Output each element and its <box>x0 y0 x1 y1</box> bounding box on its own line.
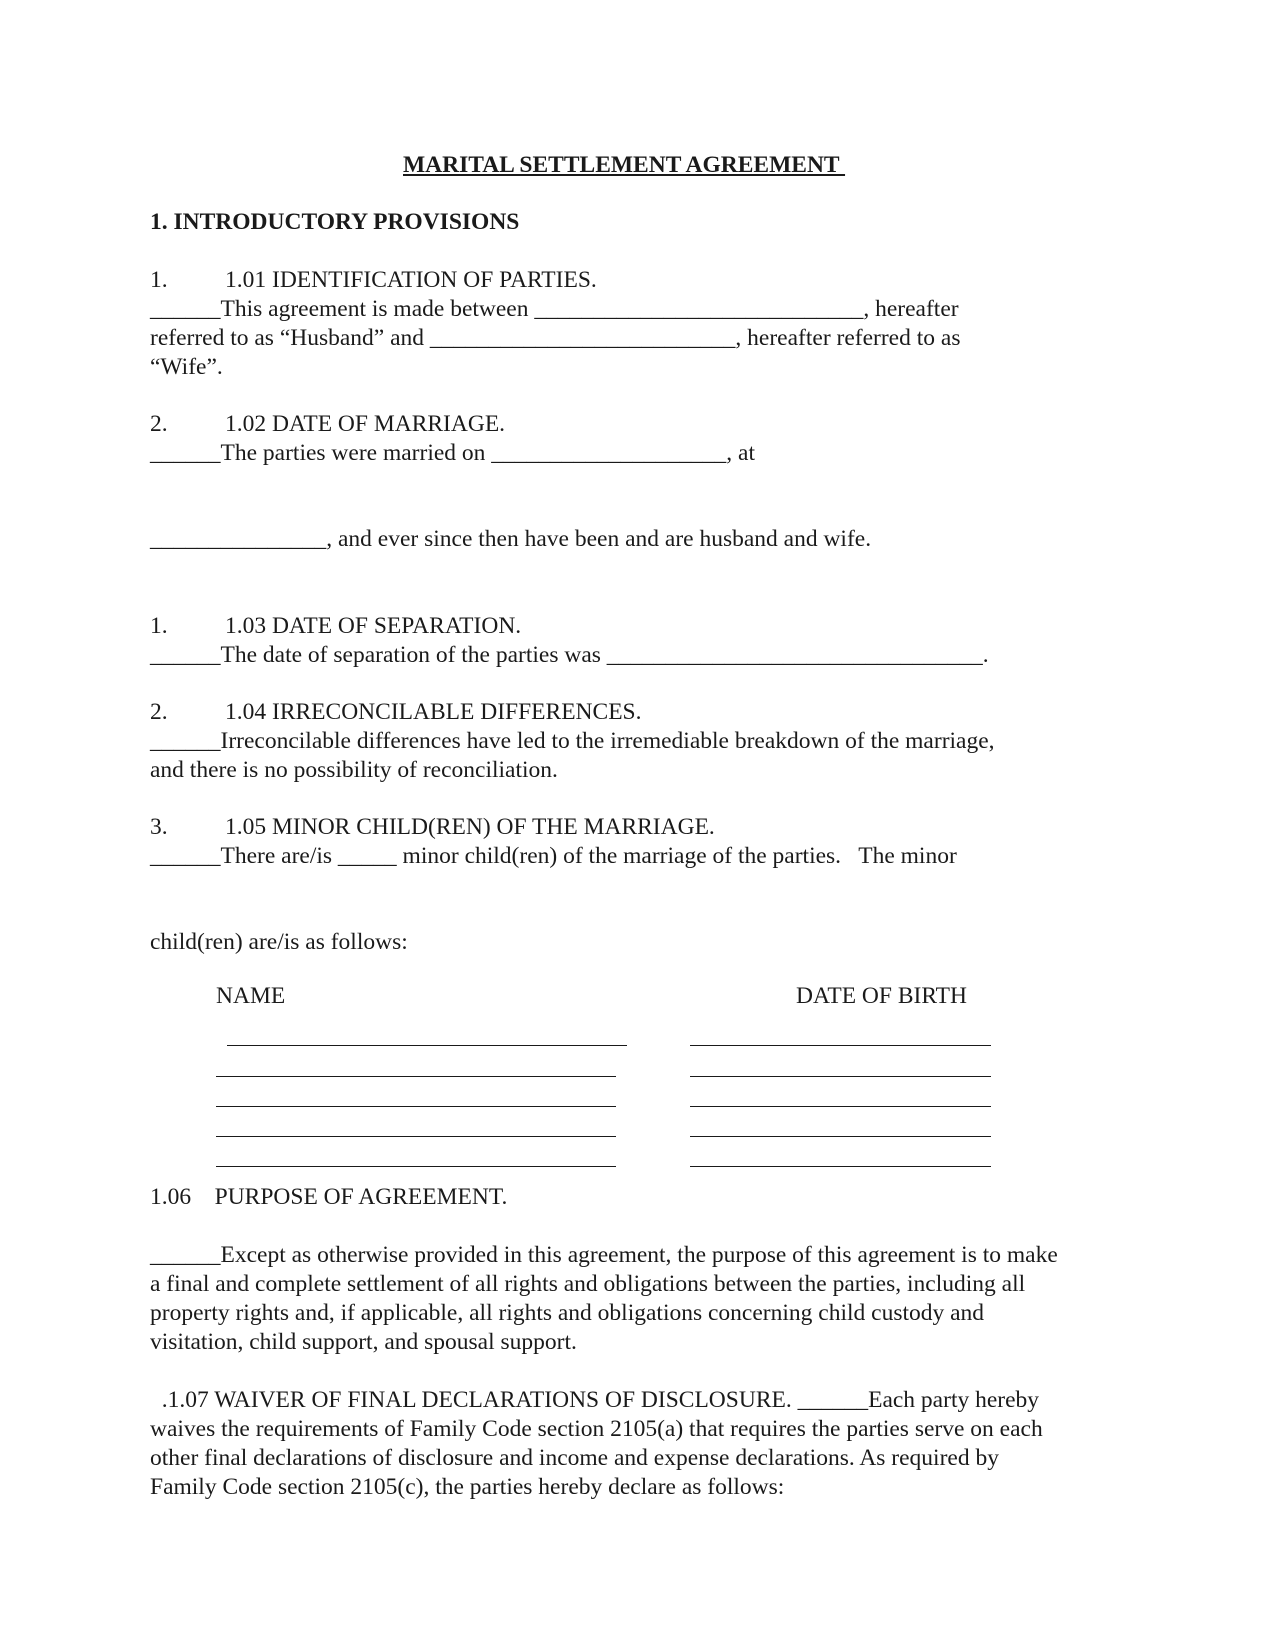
paragraph-line: visitation, child support, and spousal support. <box>150 1329 577 1355</box>
section-title-1-07: .1.07 WAIVER OF FINAL DECLARATIONS OF DISCLOSURE. ______Each party hereby <box>150 1387 1040 1413</box>
item-number: 1. <box>150 267 168 293</box>
paragraph-line: property rights and, if applicable, all rights and obligations concerning child custody and <box>150 1300 985 1326</box>
item-number: 2. <box>150 699 168 725</box>
section-title-1-03: 1.03 DATE OF SEPARATION. <box>225 613 522 639</box>
paragraph-line: other final declarations of disclosure and income and expense declarations. As required by <box>150 1445 999 1471</box>
section-title-1-01: 1.01 IDENTIFICATION OF PARTIES. <box>225 267 597 293</box>
paragraph-line: and there is no possibility of reconciliation. <box>150 757 558 783</box>
child-name-blank[interactable] <box>216 1106 616 1107</box>
child-dob-blank[interactable] <box>690 1166 991 1167</box>
paragraph-line: a final and complete settlement of all rights and obligations between the parties, including all <box>150 1271 1026 1297</box>
paragraph-line: ______This agreement is made between ____________________________, hereafter <box>150 296 959 322</box>
paragraph-line: ______There are/is _____ minor child(ren) of the marriage of the parties. The minor <box>150 843 957 869</box>
section-title-1-02: 1.02 DATE OF MARRIAGE. <box>225 411 506 437</box>
item-number: 2. <box>150 411 168 437</box>
item-number: 3. <box>150 814 168 840</box>
child-dob-blank[interactable] <box>690 1136 991 1137</box>
paragraph-line: ______The parties were married on ____________________, at <box>150 440 755 466</box>
item-number: 1. <box>150 613 168 639</box>
column-header-name: NAME <box>216 983 286 1009</box>
paragraph-line: Family Code section 2105(c), the parties hereby declare as follows: <box>150 1474 785 1500</box>
paragraph-line: _______________, and ever since then have been and are husband and wife. <box>150 526 872 552</box>
child-name-blank[interactable] <box>216 1136 616 1137</box>
section-title-1-04: 1.04 IRRECONCILABLE DIFFERENCES. <box>225 699 642 725</box>
child-name-blank[interactable] <box>216 1166 616 1167</box>
child-name-blank[interactable] <box>216 1076 616 1077</box>
paragraph-line: child(ren) are/is as follows: <box>150 929 408 955</box>
child-dob-blank[interactable] <box>690 1045 991 1046</box>
column-header-date-of-birth: DATE OF BIRTH <box>796 983 967 1009</box>
paragraph-line: ______The date of separation of the parties was ________________________________. <box>150 642 989 668</box>
paragraph-line: waives the requirements of Family Code section 2105(a) that requires the parties serve on each <box>150 1416 1043 1442</box>
paragraph-line: ______Except as otherwise provided in this agreement, the purpose of this agreement is to make <box>150 1242 1058 1268</box>
paragraph-line: referred to as “Husband” and __________________________, hereafter referred to as <box>150 325 961 351</box>
paragraph-line: ______Irreconcilable differences have led to the irremediable breakdown of the marriage, <box>150 728 995 754</box>
paragraph-line: “Wife”. <box>150 354 223 380</box>
section-title-1-06: 1.06 PURPOSE OF AGREEMENT. <box>150 1184 508 1210</box>
child-dob-blank[interactable] <box>690 1106 991 1107</box>
section-heading: 1. INTRODUCTORY PROVISIONS <box>150 209 520 235</box>
child-dob-blank[interactable] <box>690 1076 991 1077</box>
section-title-1-05: 1.05 MINOR CHILD(REN) OF THE MARRIAGE. <box>225 814 715 840</box>
child-name-blank[interactable] <box>227 1045 627 1046</box>
document-title: MARITAL SETTLEMENT AGREEMENT <box>403 152 846 178</box>
